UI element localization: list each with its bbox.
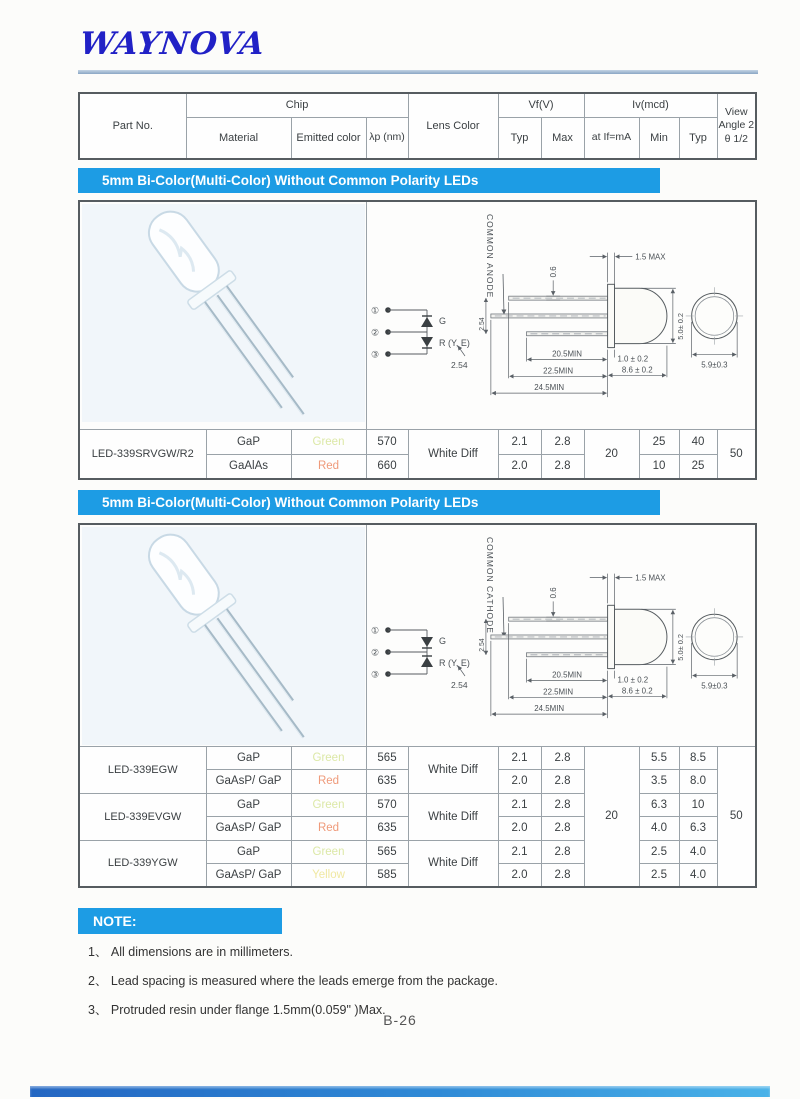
iv-min-cell: 2.5: [639, 864, 679, 888]
lens-color-cell: White Diff: [408, 793, 498, 840]
emitted-color-cell: Red: [291, 770, 366, 794]
col-iv-typ: Typ: [679, 117, 717, 159]
page-number: B-26: [383, 1012, 417, 1028]
iv-typ-cell: 8.0: [679, 770, 717, 794]
brand-logo: WAYNOVA: [78, 26, 267, 62]
col-at-if: at If=mA: [584, 117, 639, 159]
material-cell: GaP: [206, 793, 291, 817]
wavelength-cell: 565: [366, 746, 408, 770]
schematic-diagram: [369, 620, 487, 732]
part-no-cell: LED-339EGW: [79, 746, 206, 793]
note-item: 3、 Protruded resin under flange 1.5mm(0.059" )Max.: [88, 1003, 386, 1017]
vf-typ-cell: 2.0: [498, 770, 541, 794]
package-drawing: [479, 531, 751, 736]
vf-max-cell: 2.8: [541, 840, 584, 864]
iv-typ-cell: 4.0: [679, 840, 717, 864]
lens-color-cell: White Diff: [408, 429, 498, 479]
iv-min-cell: 2.5: [639, 840, 679, 864]
svg-text:2.54: 2.54: [450, 360, 468, 370]
col-emitted-color: Emitted color: [291, 117, 366, 159]
at-if-cell: 20: [584, 429, 639, 479]
part-no-cell: LED-339YGW: [79, 840, 206, 887]
lens-color-cell: White Diff: [408, 746, 498, 793]
wavelength-cell: 565: [366, 840, 408, 864]
iv-min-cell: 25: [639, 429, 679, 454]
iv-min-cell: 6.3: [639, 793, 679, 817]
emitted-color-cell: Red: [291, 817, 366, 841]
iv-typ-cell: 8.5: [679, 746, 717, 770]
at-if-cell: 20: [584, 746, 639, 887]
vf-max-cell: 2.8: [541, 770, 584, 794]
col-lambda: λp (nm): [366, 117, 408, 159]
col-material: Material: [186, 117, 291, 159]
lens-color-cell: White Diff: [408, 840, 498, 887]
spec-header-table: [78, 92, 757, 160]
diode-g-icon: [421, 317, 433, 327]
col-iv-min: Min: [639, 117, 679, 159]
schematic-diagram: [369, 300, 487, 412]
section-banner: 5mm Bi-Color(Multi-Color) Without Common Polarity LEDs: [78, 168, 660, 193]
vf-max-cell: 2.8: [541, 746, 584, 770]
col-vf-max: Max: [541, 117, 584, 159]
col-vf: Vf(V): [498, 93, 584, 117]
led-photo-cell: [79, 524, 366, 746]
material-cell: GaP: [206, 840, 291, 864]
emitted-color-cell: Green: [291, 840, 366, 864]
iv-min-cell: 10: [639, 454, 679, 479]
svg-text:G: G: [438, 636, 446, 646]
vf-typ-cell: 2.0: [498, 454, 541, 479]
svg-text:①: ①: [370, 625, 379, 636]
wavelength-cell: 570: [366, 793, 408, 817]
emitted-color-cell: Green: [291, 793, 366, 817]
vf-typ-cell: 2.0: [498, 817, 541, 841]
vf-max-cell: 2.8: [541, 817, 584, 841]
iv-typ-cell: 10: [679, 793, 717, 817]
vf-typ-cell: 2.0: [498, 864, 541, 888]
material-cell: GaAsP/ GaP: [206, 770, 291, 794]
vf-max-cell: 2.8: [541, 864, 584, 888]
svg-text:G: G: [438, 316, 446, 326]
part-no-cell: LED-339SRVGW/R2: [79, 429, 206, 479]
header-rule: [78, 70, 758, 74]
iv-typ-cell: 6.3: [679, 817, 717, 841]
drawing-cell: [366, 201, 756, 429]
diode-g-icon: [421, 637, 433, 647]
col-part-no: Part No.: [79, 93, 186, 159]
col-iv: Iv(mcd): [584, 93, 717, 117]
vf-typ-cell: 2.1: [498, 840, 541, 864]
note-item: 1、 All dimensions are in millimeters.: [88, 945, 293, 959]
section-banner: 5mm Bi-Color(Multi-Color) Without Common Polarity LEDs: [78, 490, 660, 515]
note-item: 2、 Lead spacing is measured where the leads emerge from the package.: [88, 974, 498, 988]
polarity-label: COMMON CATHODE: [485, 537, 496, 634]
col-chip: Chip: [186, 93, 408, 117]
led-photo: [80, 202, 366, 424]
iv-min-cell: 5.5: [639, 746, 679, 770]
emitted-color-cell: Green: [291, 429, 366, 454]
wavelength-cell: 635: [366, 817, 408, 841]
wavelength-cell: 635: [366, 770, 408, 794]
iv-min-cell: 3.5: [639, 770, 679, 794]
vf-max-cell: 2.8: [541, 793, 584, 817]
iv-typ-cell: 40: [679, 429, 717, 454]
note-banner: NOTE:: [78, 908, 282, 934]
material-cell: GaAsP/ GaP: [206, 864, 291, 888]
drawing-cell: [366, 524, 756, 746]
package-drawing: [479, 210, 751, 415]
footer-bar: [30, 1086, 770, 1097]
view-angle-cell: 50: [717, 429, 756, 479]
diode-r-icon: [421, 337, 433, 347]
wavelength-cell: 660: [366, 454, 408, 479]
svg-text:③: ③: [370, 349, 379, 360]
view-angle-cell: 50: [717, 746, 756, 887]
emitted-color-cell: Green: [291, 746, 366, 770]
svg-text:R (Y, E): R (Y, E): [438, 338, 470, 348]
svg-text:③: ③: [370, 669, 379, 680]
vf-typ-cell: 2.1: [498, 746, 541, 770]
col-vf-typ: Typ: [498, 117, 541, 159]
col-lens-color: Lens Color: [408, 93, 498, 159]
material-cell: GaP: [206, 746, 291, 770]
vf-typ-cell: 2.1: [498, 429, 541, 454]
wavelength-cell: 585: [366, 864, 408, 888]
svg-text:R (Y, E): R (Y, E): [438, 658, 470, 668]
col-view-angle: View Angle 2 θ 1/2: [717, 93, 756, 159]
product-table-anode: [78, 200, 757, 480]
iv-min-cell: 4.0: [639, 817, 679, 841]
diode-r-icon: [421, 657, 433, 667]
material-cell: GaAlAs: [206, 454, 291, 479]
material-cell: GaAsP/ GaP: [206, 817, 291, 841]
polarity-label: COMMON ANODE: [485, 214, 496, 299]
vf-typ-cell: 2.1: [498, 793, 541, 817]
led-photo: [80, 525, 366, 746]
material-cell: GaP: [206, 429, 291, 454]
svg-text:②: ②: [370, 647, 379, 658]
vf-max-cell: 2.8: [541, 429, 584, 454]
vf-max-cell: 2.8: [541, 454, 584, 479]
wavelength-cell: 570: [366, 429, 408, 454]
led-photo-cell: [79, 201, 366, 429]
iv-typ-cell: 4.0: [679, 864, 717, 888]
part-no-cell: LED-339EVGW: [79, 793, 206, 840]
iv-typ-cell: 25: [679, 454, 717, 479]
svg-text:①: ①: [370, 305, 379, 316]
emitted-color-cell: Yellow: [291, 864, 366, 888]
emitted-color-cell: Red: [291, 454, 366, 479]
product-table-cathode: [78, 523, 757, 888]
svg-text:②: ②: [370, 327, 379, 338]
svg-text:2.54: 2.54: [450, 680, 468, 690]
